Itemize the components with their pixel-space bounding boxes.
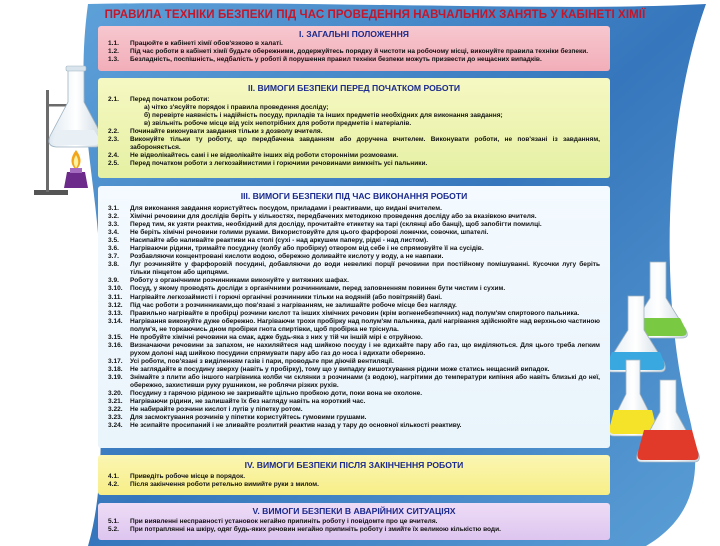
list-item: 3.2. Хімічні речовини для дослідів беріть у кількостях, передбачених методикою проведення досліду або за вказівкою вчителя. <box>108 213 537 221</box>
list-item: 3.13. Правильно нагрівайте в пробірці розчини кислот та інших хімічних речовин (крім вогненебезпечних) над полум'ям спиртового пальника. <box>108 309 580 317</box>
list-item: 3.6. Нагріваючи рідини, тримайте посудину (колбу або пробірку) отвором від себе і не спрямовуйте її на сусідів. <box>108 245 484 253</box>
section-general <box>98 26 610 71</box>
list-item: 3.11. Нагрівайте легкозаймисті і горючі органічні розчинники тільки на водяній (або повітряній) бані. <box>108 293 442 301</box>
section-during-work <box>98 186 610 448</box>
list-item: 3.21. Нагріваючи рідини, не залишайте їх без нагляду навіть на короткий час. <box>108 398 366 406</box>
list-subitem: а) чітко з'ясуйте порядок і правила проведення досліду; <box>144 104 329 112</box>
list-item: 3.9. Роботу з органічними розчинниками виконуйте у витяжних шафах. <box>108 277 349 285</box>
list-item: 4.1. Приведіть робоче місце в порядок. <box>108 473 246 480</box>
list-item: 2.3. Виконуйте тільки ту роботу, що передбачена завданням або доручена вчителем. Виконувати роботи, не пов'язані із завданням, забороняється. <box>108 136 600 152</box>
section-title: ІІІ. ВИМОГИ БЕЗПЕКИ ПІД ЧАС ВИКОНАННЯ РОБОТИ <box>240 191 468 201</box>
section-title: V. ВИМОГИ БЕЗПЕКИ В АВАРІЙНИХ СИТУАЦІЯХ <box>252 506 456 516</box>
list-item: 3.3. Перед тим, як узяти реактив, необхідний для досліду, прочитайте етикетку на тарі (склянці або банці), щоб запобігти помилці. <box>108 221 542 229</box>
list-item: 2.1. Перед початком роботи: <box>108 96 210 103</box>
page-title: ПРАВИЛА ТЕХНІКИ БЕЗПЕКИ ПІД ЧАС ПРОВЕДЕННЯ НАВЧАЛЬНИХ ЗАНЯТЬ У КАБІНЕТІ ХІМІЇ <box>104 9 646 21</box>
list-item: 2.4. Не відволікайтесь самі і не відволікайте інших від роботи сторонніми розмовами. <box>108 152 399 160</box>
list-item: 2.5. Перед початком роботи з легкозаймистими і горючими речовинами вимкніть усі пальники. <box>108 160 428 168</box>
list-item: 3.14. Нагрівання виконуйте дуже обережно. Нагріваючи трохи пробірку над полум'ям пальника, далі нагрівання здійснюйте над верхньою частиною полум'я, не торкаючись дном пробірки гнота спиртівки, щоб пробірка не тріснула. <box>108 317 600 333</box>
list-item: 3.17. Усі роботи, пов'язані з виділенням газів і пари, проводьте при діючій вентиляції. <box>108 357 394 365</box>
section-emergency <box>98 503 610 540</box>
section-title: І. ЗАГАЛЬНІ ПОЛОЖЕННЯ <box>299 29 409 39</box>
list-item: 1.1. Працюйте в кабінеті хімії обов'язково в халаті. <box>108 40 283 47</box>
list-item: 3.4. Не беріть хімічні речовини голими руками. Використовуйте для цього фарфорові ложечки, совочки, шпателі. <box>108 229 489 237</box>
list-item: 3.5. Насипайте або наливайте реактиви на столі (сухі - над аркушем паперу, рідкі - над листом). <box>108 237 429 245</box>
list-item: 3.7. Розбавляючи концентровані кислоти водою, обережно доливайте кислоту у воду, а не навпаки. <box>108 253 444 261</box>
list-item: 3.10. Посуд, у якому проводять досліди з органічними розчинниками, перед заповненням повинен бути чистим і сухим. <box>108 285 506 293</box>
list-item: 5.2. При потраплянні на шкіру, одяг будь-яких речовин негайно припиніть роботу і змийте їх великою кількістю води. <box>108 526 501 534</box>
list-item: 3.20. Посудину з гарячою рідиною не закривайте щільно пробкою доти, поки вона не охолоне. <box>108 390 423 398</box>
list-item: 3.22. Не набирайте розчини кислот і лугів у піпетку ротом. <box>108 406 303 414</box>
list-item: 3.15. Не пробуйте хімічні речовини на смак, адже будь-яка з них у тій чи іншій мірі є отруйною. <box>108 333 423 341</box>
list-item: 1.3. Безладність, поспішність, недбалість у роботі й порушення правил техніки безпеки можуть призвести до нещасних випадків. <box>108 56 542 64</box>
list-item: 4.2. Після закінчення роботи ретельно вимийте руки з милом. <box>108 481 319 489</box>
section-title: ІІ. ВИМОГИ БЕЗПЕКИ ПЕРЕД ПОЧАТКОМ РОБОТИ <box>247 83 461 93</box>
list-item: 3.1. Для виконання завдання користуйтесь посудом, приладами і реактивами, що видані вчителем. <box>108 205 442 212</box>
list-subitem: в) звільніть робоче місце від усіх непотрібних для роботи предметів і матеріалів. <box>144 120 412 128</box>
list-item: 3.18. Не заглядайте в посудину зверху (навіть у пробірку), тому що у випадку вишотхування рідини може статись нещасний випадок. <box>108 365 550 373</box>
list-item: 2.2. Починайте виконувати завдання тільки з дозволу вчителя. <box>108 128 323 136</box>
list-subitem: б) перевірте наявність і надійність посуду, приладів та інших предметів необхідних для виконання завдання; <box>144 112 503 120</box>
list-item: 5.1. При виявленні несправності установок негайно припиніть роботу і повідомте про це вчителя. <box>108 518 438 525</box>
list-item: 3.8. Луг розчиняйте у фарфоровій посудині, добавляючи до води невеликі порції речовини при постійному помішуванні. Кусочки лугу беріть тільки пінцетом або щипцями. <box>108 261 600 277</box>
section-before-work <box>98 78 610 178</box>
list-item: 3.19. Знімайте з плити або іншого нагрівника колби чи склянки з розчинами (з водою), нагрітими до температури кипіння або навіть близькі до неї, обережно, захистивши руку рушником, не роблячи різких рухів. <box>108 373 600 390</box>
section-title: ІV. ВИМОГИ БЕЗПЕКИ ПІСЛЯ ЗАКІНЧЕННЯ РОБОТИ <box>244 460 464 470</box>
section-after-work <box>98 455 610 495</box>
list-item: 3.16. Визначаючи речовини за запахом, не нахиляйтеся над шийкою посуду і не вдихайте пару або газ, що виділяються. Для цього треба легким рухом долоні над шийкою посудини спрямувати пару або газ до носа і вдихати обережно. <box>108 341 600 357</box>
list-item: 3.12. Під час роботи з розчинниками,що пов'язані з нагріванням, не залишайте робоче місце без нагляду. <box>108 301 457 309</box>
list-item: 1.2. Під час роботи в кабінеті хімії будьте обережними, додержуйтесь порядку й чистоти на робочому місці, виконуйте правила техніки безпеки. <box>108 48 589 56</box>
list-item: 3.23. Для засмоктування розчинів у піпетки користуйтесь гумовими грушами. <box>108 414 367 422</box>
list-item: 3.24. Не зсипайте просипаний і не зливайте розлитий реактив назад у тару до основної кількості реактиву. <box>108 422 462 430</box>
